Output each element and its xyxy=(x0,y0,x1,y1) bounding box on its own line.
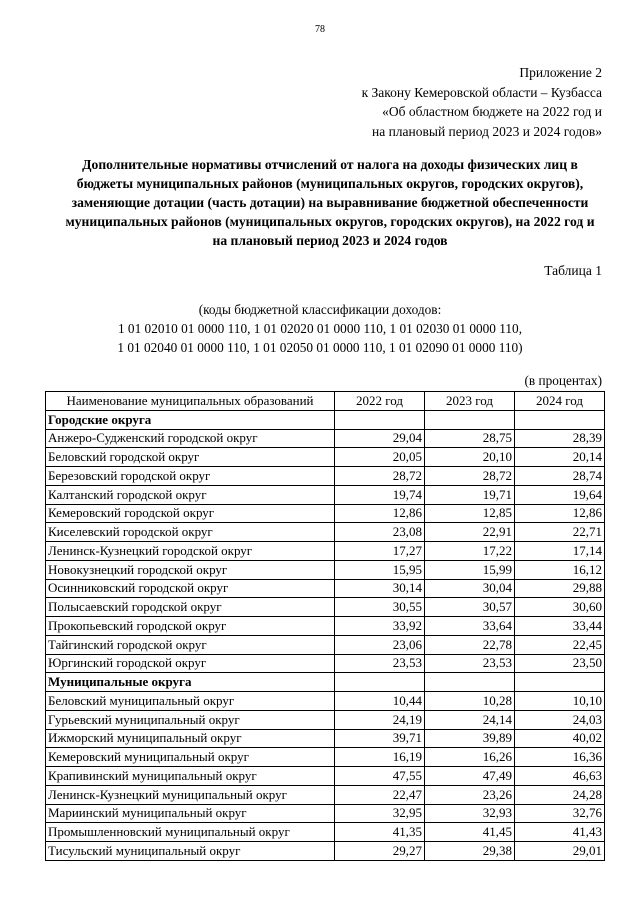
value-2024: 41,43 xyxy=(515,823,605,842)
value-2024: 23,50 xyxy=(515,654,605,673)
municipality-name: Березовский городской округ xyxy=(46,467,335,486)
value-2024: 16,12 xyxy=(515,560,605,579)
page-number: 78 xyxy=(315,24,325,35)
value-2022: 33,92 xyxy=(335,617,425,636)
value-2024: 28,74 xyxy=(515,467,605,486)
value-2023: 17,22 xyxy=(425,542,515,561)
column-header-2023: 2023 год xyxy=(425,392,515,411)
municipality-name: Гурьевский муниципальный округ xyxy=(46,710,335,729)
value-2023: 47,49 xyxy=(425,767,515,786)
value-2024: 29,88 xyxy=(515,579,605,598)
municipality-name: Прокопьевский городской округ xyxy=(46,617,335,636)
value-2023: 23,53 xyxy=(425,654,515,673)
normatives-table xyxy=(45,391,605,861)
title-line: заменяющие дотации (часть дотации) на выравнивание бюджетной обеспеченности xyxy=(71,195,589,210)
appendix-line: Приложение 2 xyxy=(519,65,602,80)
value-2023: 30,04 xyxy=(425,579,515,598)
municipality-name: Анжеро-Судженский городской округ xyxy=(46,429,335,448)
units-note: (в процентах) xyxy=(524,373,602,388)
section-row xyxy=(46,410,605,429)
table-row xyxy=(46,654,605,673)
value-2024: 12,86 xyxy=(515,504,605,523)
value-2023: 19,71 xyxy=(425,485,515,504)
table-row xyxy=(46,767,605,786)
value-2024: 30,60 xyxy=(515,598,605,617)
municipality-name: Ленинск-Кузнецкий муниципальный округ xyxy=(46,785,335,804)
value-2022: 15,95 xyxy=(335,560,425,579)
municipality-name: Промышленновский муниципальный округ xyxy=(46,823,335,842)
table-row xyxy=(46,542,605,561)
municipality-name: Тайгинский городской округ xyxy=(46,635,335,654)
budget-codes xyxy=(0,300,640,357)
empty-cell xyxy=(335,410,425,429)
table-row xyxy=(46,617,605,636)
value-2023: 29,38 xyxy=(425,842,515,861)
table-row xyxy=(46,692,605,711)
value-2024: 10,10 xyxy=(515,692,605,711)
table-row xyxy=(46,823,605,842)
codes-line: 1 01 02010 01 0000 110, 1 01 02020 01 0000 110, 1 01 02030 01 0000 110, xyxy=(117,321,523,336)
value-2022: 23,06 xyxy=(335,635,425,654)
title-line: муниципальных районов (муниципальных округов, городских округов), на 2022 год и xyxy=(65,214,595,229)
table-row xyxy=(46,748,605,767)
municipality-name: Юргинский городской округ xyxy=(46,654,335,673)
value-2023: 10,28 xyxy=(425,692,515,711)
value-2022: 39,71 xyxy=(335,729,425,748)
value-2022: 28,72 xyxy=(335,467,425,486)
municipality-name: Калтанский городской округ xyxy=(46,485,335,504)
value-2022: 17,27 xyxy=(335,542,425,561)
municipality-name: Ленинск-Кузнецкий городской округ xyxy=(46,542,335,561)
value-2023: 24,14 xyxy=(425,710,515,729)
value-2022: 19,74 xyxy=(335,485,425,504)
table-row xyxy=(46,842,605,861)
table-row xyxy=(46,729,605,748)
value-2024: 33,44 xyxy=(515,617,605,636)
municipality-name: Кемеровский муниципальный округ xyxy=(46,748,335,767)
municipality-name: Крапивинский муниципальный округ xyxy=(46,767,335,786)
table-row xyxy=(46,429,605,448)
table-row xyxy=(46,448,605,467)
column-header-2022: 2022 год xyxy=(335,392,425,411)
value-2023: 15,99 xyxy=(425,560,515,579)
value-2022: 20,05 xyxy=(335,448,425,467)
table-row xyxy=(46,523,605,542)
municipality-name: Ижморский муниципальный округ xyxy=(46,729,335,748)
table-row xyxy=(46,710,605,729)
value-2023: 22,78 xyxy=(425,635,515,654)
value-2023: 28,72 xyxy=(425,467,515,486)
value-2023: 23,26 xyxy=(425,785,515,804)
table-row xyxy=(46,598,605,617)
value-2024: 32,76 xyxy=(515,804,605,823)
value-2022: 32,95 xyxy=(335,804,425,823)
value-2023: 33,64 xyxy=(425,617,515,636)
value-2024: 17,14 xyxy=(515,542,605,561)
table-row xyxy=(46,804,605,823)
value-2024: 28,39 xyxy=(515,429,605,448)
empty-cell xyxy=(335,673,425,692)
column-header-2024: 2024 год xyxy=(515,392,605,411)
value-2022: 22,47 xyxy=(335,785,425,804)
title-line: бюджеты муниципальных районов (муниципальных округов, городских округов), xyxy=(76,176,584,191)
section-title: Городские округа xyxy=(46,410,335,429)
value-2024: 46,63 xyxy=(515,767,605,786)
value-2022: 41,35 xyxy=(335,823,425,842)
table-row xyxy=(46,635,605,654)
value-2023: 41,45 xyxy=(425,823,515,842)
municipality-name: Осинниковский городской округ xyxy=(46,579,335,598)
municipality-name: Полысаевский городской округ xyxy=(46,598,335,617)
value-2022: 47,55 xyxy=(335,767,425,786)
table-row xyxy=(46,560,605,579)
table-header-row xyxy=(46,392,605,411)
value-2022: 23,53 xyxy=(335,654,425,673)
value-2022: 10,44 xyxy=(335,692,425,711)
value-2024: 20,14 xyxy=(515,448,605,467)
value-2024: 22,71 xyxy=(515,523,605,542)
appendix-line: «Об областном бюджете на 2022 год и xyxy=(382,104,602,119)
value-2022: 23,08 xyxy=(335,523,425,542)
table-row xyxy=(46,485,605,504)
value-2022: 24,19 xyxy=(335,710,425,729)
table-row xyxy=(46,467,605,486)
value-2024: 16,36 xyxy=(515,748,605,767)
value-2024: 40,02 xyxy=(515,729,605,748)
title-line: на плановый период 2023 и 2024 годов xyxy=(212,233,448,248)
table-row xyxy=(46,504,605,523)
appendix-line: к Закону Кемеровской области – Кузбасса xyxy=(361,84,602,100)
value-2023: 30,57 xyxy=(425,598,515,617)
table-row xyxy=(46,579,605,598)
column-header-name: Наименование муниципальных образований xyxy=(46,392,335,411)
table-body xyxy=(46,410,605,860)
municipality-name: Кемеровский городской округ xyxy=(46,504,335,523)
codes-line: 1 01 02040 01 0000 110, 1 01 02050 01 0000 110, 1 01 02090 01 0000 110) xyxy=(117,340,523,355)
value-2022: 30,14 xyxy=(335,579,425,598)
table-row xyxy=(46,785,605,804)
municipality-name: Беловский муниципальный округ xyxy=(46,692,335,711)
municipality-name: Мариинский муниципальный округ xyxy=(46,804,335,823)
empty-cell xyxy=(515,673,605,692)
empty-cell xyxy=(425,410,515,429)
value-2024: 19,64 xyxy=(515,485,605,504)
value-2024: 24,03 xyxy=(515,710,605,729)
value-2023: 28,75 xyxy=(425,429,515,448)
codes-line: (коды бюджетной классификации доходов: xyxy=(198,302,442,317)
value-2022: 29,27 xyxy=(335,842,425,861)
empty-cell xyxy=(515,410,605,429)
value-2023: 20,10 xyxy=(425,448,515,467)
value-2023: 22,91 xyxy=(425,523,515,542)
value-2024: 24,28 xyxy=(515,785,605,804)
municipality-name: Киселевский городской округ xyxy=(46,523,335,542)
municipality-name: Новокузнецкий городской округ xyxy=(46,560,335,579)
value-2022: 30,55 xyxy=(335,598,425,617)
section-row xyxy=(46,673,605,692)
document-title xyxy=(40,155,620,250)
value-2022: 12,86 xyxy=(335,504,425,523)
value-2023: 12,85 xyxy=(425,504,515,523)
appendix-header xyxy=(362,63,602,141)
value-2023: 32,93 xyxy=(425,804,515,823)
value-2022: 16,19 xyxy=(335,748,425,767)
municipality-name: Тисульский муниципальный округ xyxy=(46,842,335,861)
value-2022: 29,04 xyxy=(335,429,425,448)
value-2023: 16,26 xyxy=(425,748,515,767)
section-title: Муниципальные округа xyxy=(46,673,335,692)
table-label: Таблица 1 xyxy=(544,263,602,278)
empty-cell xyxy=(425,673,515,692)
value-2024: 22,45 xyxy=(515,635,605,654)
value-2024: 29,01 xyxy=(515,842,605,861)
municipality-name: Беловский городской округ xyxy=(46,448,335,467)
appendix-line: на плановый период 2023 и 2024 годов» xyxy=(371,123,602,139)
title-line: Дополнительные нормативы отчислений от налога на доходы физических лиц в xyxy=(82,157,578,172)
value-2023: 39,89 xyxy=(425,729,515,748)
